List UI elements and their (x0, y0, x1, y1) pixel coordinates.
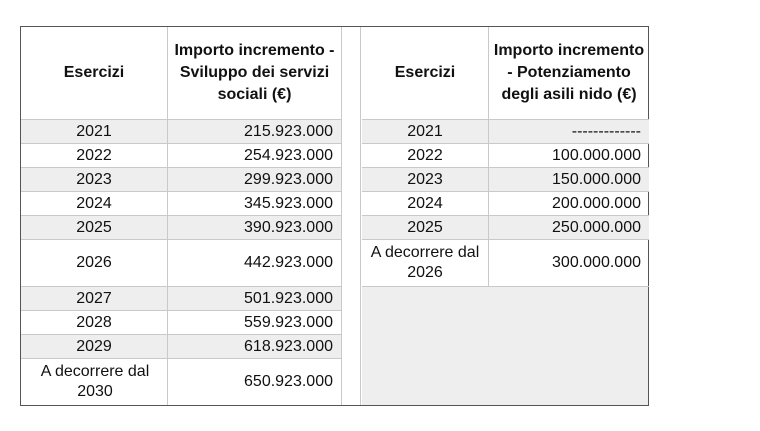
right-amount-cell: 200.000.000 (552, 194, 641, 212)
left-amount-cell: 650.923.000 (244, 373, 333, 390)
left-amount-cell: 501.923.000 (244, 289, 333, 307)
right-column-divider (488, 27, 489, 287)
left-amount-cell: 345.923.000 (244, 194, 333, 212)
left-row-2029 (21, 335, 341, 359)
left-amount-cell: 559.923.000 (244, 313, 333, 331)
left-amount-cell: 299.923.000 (244, 170, 333, 188)
right-year-cell: 2024 (407, 194, 443, 212)
left-amount-cell: 442.923.000 (244, 254, 333, 271)
left-year-cell: 2025 (76, 218, 112, 236)
right-amount-cell: 150.000.000 (552, 170, 641, 188)
left-row-2022 (21, 144, 341, 168)
right-amount-header: Importo incremento - Potenziamento degli asili nido (€) (493, 42, 645, 103)
left-amount-cell: 254.923.000 (244, 146, 333, 164)
right-year-cell: A decorrere dal 2026 (370, 244, 480, 281)
left-year-cell: 2024 (76, 194, 112, 212)
right-year-cell: 2021 (407, 122, 443, 140)
right-amount-cell: 300.000.000 (552, 254, 641, 271)
left-row-2028 (21, 311, 341, 335)
right-amount-cell: 100.000.000 (552, 146, 641, 164)
left-amount-header: Importo incremento - Sviluppo dei servizi sociali (€) (174, 42, 335, 103)
left-year-cell: A decorrere dal 2030 (40, 363, 150, 400)
right-amount-cell: ------------- (571, 122, 641, 140)
right-year-header: Esercizi (394, 64, 456, 81)
left-column-divider (167, 27, 168, 405)
right-row-2026 (362, 240, 649, 287)
left-row-2021 (21, 119, 341, 144)
right-row-2022 (362, 144, 649, 168)
left-row-2023 (21, 168, 341, 192)
table-gap (341, 27, 361, 405)
left-year-cell: 2026 (76, 254, 112, 271)
right-year-cell: 2025 (407, 218, 443, 236)
left-row-2030 (21, 359, 341, 405)
left-amount-cell: 390.923.000 (244, 218, 333, 236)
allocation-table (20, 26, 649, 406)
left-row-2025 (21, 216, 341, 240)
right-row-2024 (362, 192, 649, 216)
left-year-cell: 2028 (76, 313, 112, 331)
right-row-2023 (362, 168, 649, 192)
left-year-header: Esercizi (63, 64, 125, 81)
left-year-cell: 2022 (76, 146, 112, 164)
left-year-cell: 2021 (76, 122, 112, 140)
left-row-2026 (21, 240, 341, 287)
left-amount-cell: 215.923.000 (244, 122, 333, 140)
left-year-cell: 2023 (76, 170, 112, 188)
left-amount-cell: 618.923.000 (244, 337, 333, 355)
right-amount-cell: 250.000.000 (552, 218, 641, 236)
right-year-cell: 2022 (407, 146, 443, 164)
left-year-cell: 2027 (76, 289, 112, 307)
right-row-2021 (362, 119, 649, 144)
right-row-2025 (362, 216, 649, 240)
left-row-2027 (21, 287, 341, 311)
left-year-cell: 2029 (76, 337, 112, 355)
left-row-2024 (21, 192, 341, 216)
right-year-cell: 2023 (407, 170, 443, 188)
right-table-empty-area (362, 287, 648, 405)
